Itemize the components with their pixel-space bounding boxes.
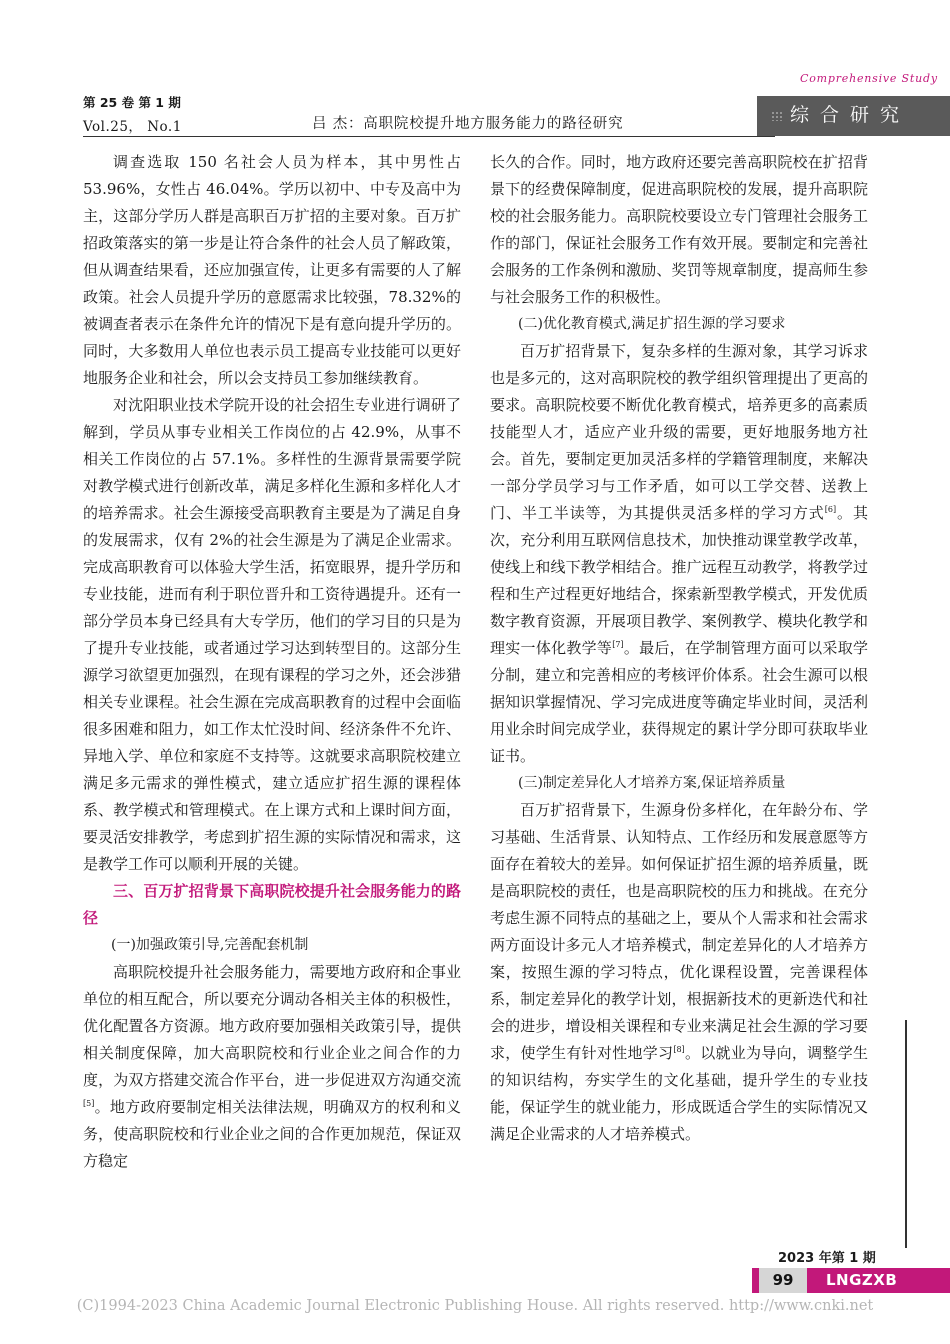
paragraph-text: 。其次，充分利用互联网信息技术，加快推动课堂教学改革，使线上和线下教学相结合。推广远程互动教学，将教学过程和生产过程更好地结合，探索新型教学模式，开发优质数字教育资源，开展项目教学、案例教学、模块化教学和理实一体化教学等 bbox=[490, 504, 868, 657]
paragraph-text: 。最后，在学制管理方面可以采取学分制，建立和完善相应的考核评价体系。社会生源可以根据知识掌握情况、学习完成进度等确定毕业时间，灵活利用业余时间完成学业，获得规定的累计学分即可获取毕业证书。 bbox=[490, 639, 868, 765]
paragraph: 调查选取 150 名社会人员为样本，其中男性占 53.96%，女性占 46.04%。学历以初中、中专及高中为主，这部分学历人群是高职百万扩招的主要对象。百万扩招政策落实的第一步是让符合条件的社会人员了解政策，但从调查结果看，还应加强宣传，让更多有需要的人了解政策。社会人员提升学历的意愿需求比较强，78.32%的被调查者表示在条件允许的情况下是有意向提升学历的。同时，大多数用人单位也表示员工提高专业技能可以更好地服务企业和社会，所以会支持员工参加继续教育。 bbox=[83, 153, 461, 387]
paragraph-text: 百万扩招背景下，生源身份多样化，在年龄分布、学习基础、生活背景、认知特点、工作经历和发展意愿等方面存在着较大的差异。如何保证扩招生源的培养质量，既是高职院校的责任，也是高职院校的压力和挑战。在充分考虑生源不同特点的基础之上，要从个人需求和社会需求两方面设计多元人才培养模式，制定差异化的人才培养方案，按照生源的学习特点，优化课程设置，完善课程体系，制定差异化的教学计划，根据新技术的更新迭代和社会的进步，增设相关课程和专业来满足社会生源的学习要求，使学生有针对性地学习 bbox=[490, 801, 868, 1062]
header-rule bbox=[83, 136, 775, 137]
citation: [6] bbox=[824, 505, 837, 514]
paragraph bbox=[83, 959, 461, 1175]
left-column bbox=[83, 149, 461, 1175]
paragraph: 长久的合作。同时，地方政府还要完善高职院校在扩招背景下的经费保障制度，促进高职院校的发展，提升高职院校的社会服务能力。高职院校要设立专门管理社会服务工作的部门，保证社会服务工作有效开展。要制定和完善社会服务的工作条例和激励、奖罚等规章制度，提高师生参与社会服务工作的积极性。 bbox=[490, 153, 868, 306]
citation: [7] bbox=[612, 640, 624, 649]
copyright-watermark: (C)1994-2023 China Academic Journal Electronic Publishing House. All rights reserved. http://www.cnki.net bbox=[76, 1298, 874, 1314]
footer-issue: 2023 年第 1 期 bbox=[778, 1251, 876, 1266]
paragraph-text: 。以就业为导向，调整学生的知识结构，夯实学生的文化基础，提升学生的专业技能，保证学生的就业能力，形成既适合学生的实际情况又满足企业需求的人才培养模式。 bbox=[490, 1044, 868, 1143]
citation: [5] bbox=[83, 1099, 95, 1108]
right-column bbox=[490, 149, 868, 1148]
subsection-heading: (二)优化教育模式,满足扩招生源的学习要求 bbox=[518, 316, 786, 332]
section-heading: 三、百万扩招背景下高职院校提升社会服务能力的路径 bbox=[83, 882, 461, 927]
subsection-heading: (一)加强政策引导,完善配套机制 bbox=[111, 937, 309, 953]
section-label-en: Comprehensive Study bbox=[800, 72, 938, 85]
paragraph: 对沈阳职业技术学院开设的社会招生专业进行调研了解到，学员从事专业相关工作岗位的占 42.9%，从事不相关工作岗位的占 57.1%。多样性的生源背景需要学院对教学模式进行创新改革，满足多样化生源和多样化人才的培养需求。社会生源接受高职教育主要是为了满足自身的发展需求，仅有 2%的社会生源是为了满足企业需求。完成高职教育可以体验大学生活，拓宽眼界，提升学历和专业技能，进而有利于职位晋升和工资待遇提升。还有一部分学员本身已经具有大专学历，他们的学习目的只是为了提升专业技能，或者通过学习达到转型目的。这部分生源学习欲望更加强烈，在现有课程的学习之外，还会涉猎相关专业课程。社会生源在完成高职教育的过程中会面临很多困难和阻力，如工作太忙没时间、经济条件不允许、异地入学、单位和家庭不支持等。这就要求高职院校建立满足多元需求的弹性模式，建立适应扩招生源的课程体系、教学模式和管理模式。在上课方式和上课时间方面，要灵活安排教学，考虑到扩招生源的实际情况和需求，这是教学工作可以顺利开展的关键。 bbox=[83, 396, 461, 873]
paragraph bbox=[490, 797, 868, 1148]
section-label-cn: 综合研究 bbox=[790, 104, 911, 126]
subsection-heading: (三)制定差异化人才培养方案,保证培养质量 bbox=[518, 775, 786, 791]
paragraph-text: 百万扩招背景下，复杂多样的生源对象，其学习诉求也是多元的，这对高职院校的教学组织管理提出了更高的要求。高职院校要不断优化教育模式，培养更多的高素质技能型人才，适应产业升级的需要，更好地服务地方社会。首先，要制定更加灵活多样的学籍管理制度，来解决一部分学员学习与工作矛盾，如可以工学交替、送教上门、半工半读等，为其提供灵活多样的学习方式 bbox=[490, 342, 868, 522]
paragraph-text: 高职院校提升社会服务能力，需要地方政府和企事业单位的相互配合，所以要充分调动各相关主体的积极性，优化配置各方资源。地方政府要加强相关政策引导，提供相关制度保障，加大高职院校和行业企业之间合作的力度，为双方搭建交流合作平台，进一步促进双方沟通交流 bbox=[83, 963, 461, 1089]
paragraph-text: 。地方政府要制定相关法律法规，明确双方的权利和义务，使高职院校和行业企业之间的合作更加规范，保证双方稳定 bbox=[83, 1098, 461, 1170]
margin-rule bbox=[905, 1020, 907, 1248]
running-title: 吕 杰：高职院校提升地方服务能力的路径研究 bbox=[312, 116, 624, 132]
paragraph bbox=[490, 338, 868, 770]
page-number: 99 bbox=[759, 1268, 807, 1293]
citation: [8] bbox=[673, 1045, 685, 1054]
volume-issue-en: Vol.25， No.1 bbox=[83, 119, 182, 135]
volume-issue-cn: 第 25 卷 第 1 期 bbox=[83, 95, 181, 110]
banner-dot-pattern bbox=[771, 111, 783, 121]
journal-code: LNGZXB bbox=[826, 1271, 898, 1289]
